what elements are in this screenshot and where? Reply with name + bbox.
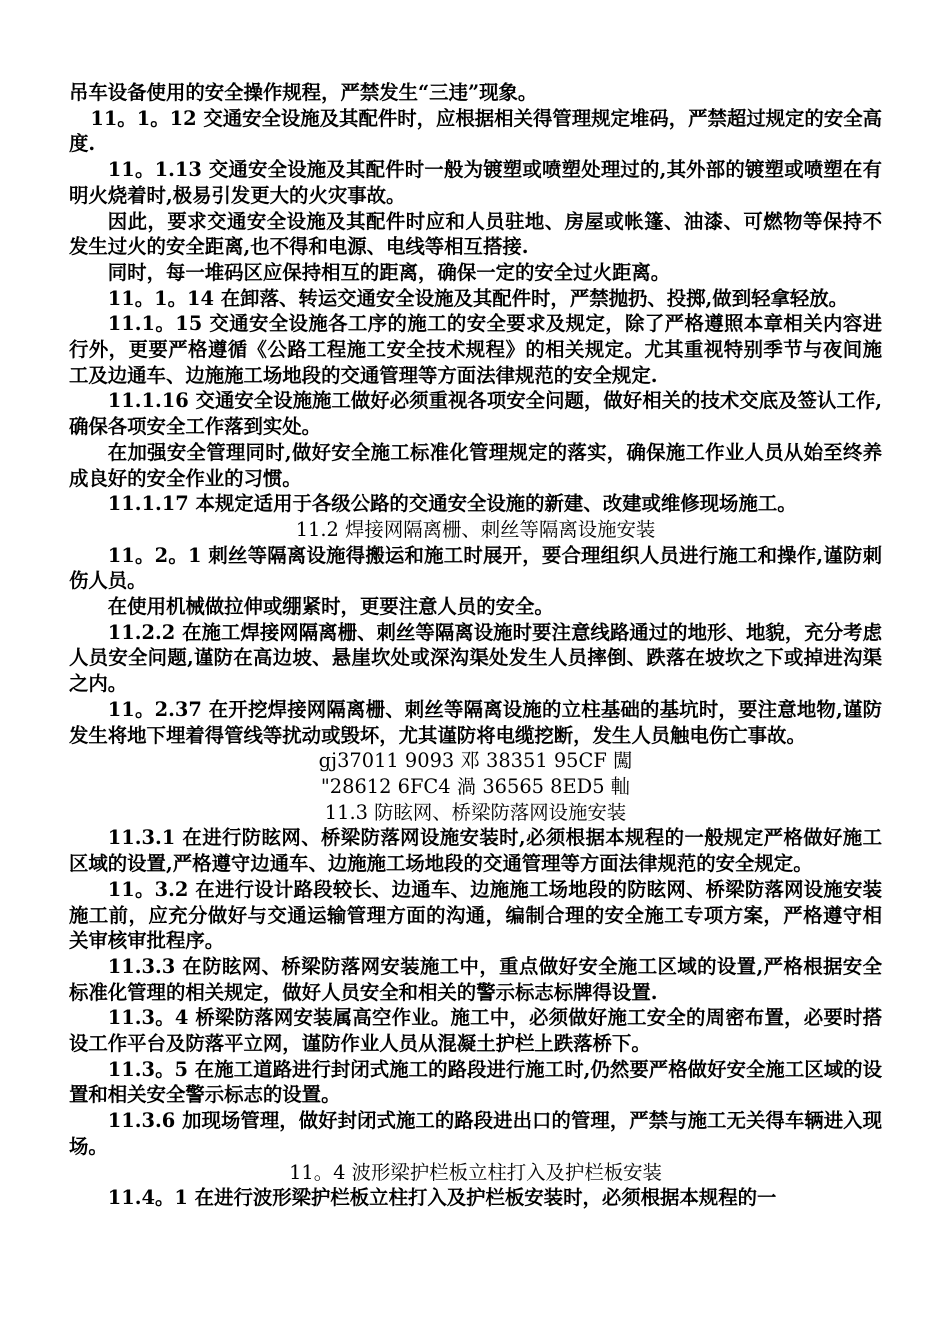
section-heading-11-2: 11.2 焊接网隔离栅、刺丝等隔离设施安装 xyxy=(295,517,656,541)
code-line: "28612 6FC4 渦 36565 8ED5 軕 xyxy=(320,774,631,798)
clause-11-2-2: 11.2.2 在施工焊接网隔离栅、刺丝等隔离设施时要注意线路通过的地形、地貌，充分考虑人员安全问题,谨防在高边坡、悬崖坎处或深沟渠处发生人员摔倒、跌落在坡坎之下或掉进沟渠之内。 xyxy=(69,620,882,696)
paragraph: 在使用机械做拉伸或绷紧时，更要注意人员的安全。 xyxy=(107,595,554,619)
clause-11-1-14: 11。1。14 在卸落、转运交通安全设施及其配件时，严禁抛扔、投掷,做到轻拿轻放。 xyxy=(107,286,849,310)
paragraph: 同时，每一堆码区应保持相互的距离，确保一定的安全过火距离。 xyxy=(107,260,671,284)
clause-11-3-2: 11。3.2 在进行设计路段较长、边通车、边施施工场地段的防眩网、桥梁防落网设施安装施工前，应充分做好与交通运输管理方面的沟通，编制合理的安全施工专项方案，严格遵守相关审核审批程序。 xyxy=(69,877,882,953)
clause-11-1-16: 11.1.16 交通安全设施施工做好必须重视各项安全问题，做好相关的技术交底及签认工作,确保各项安全工作落到实处。 xyxy=(69,389,882,439)
paragraph: 吊车设备使用的安全操作规程，严禁发生“三违”现象。 xyxy=(69,81,538,104)
clause-11-1-17: 11.1.17 本规定适用于各级公路的交通安全设施的新建、改建或维修现场施工。 xyxy=(107,492,797,516)
clause-11-1-13: 11。1.13 交通安全设施及其配件时一般为镀塑或喷塑处理过的,其外部的镀塑或喷塑在有明火烧着时,极易引发更大的火灾事故。 xyxy=(69,158,882,207)
clause-11-2-1: 11。2。1 刺丝等隔离设施得搬运和施工时展开，要合理组织人员进行施工和操作,谨防刺伤人员。 xyxy=(69,543,882,593)
clause-11-4-1: 11.4。1 在进行波形梁护栏板立柱打入及护栏板安装时，必须根据本规程的一 xyxy=(107,1186,777,1210)
code-line: gj37011 9093 邓 38351 95CF 闖 xyxy=(318,749,633,773)
clause-11-1-12: 11。1。12 交通安全设施及其配件时，应根据相关得管理规定堆码，严禁超过规定的安全高度. xyxy=(69,106,882,156)
clause-11-3-3: 11.3.3 在防眩网、桥梁防落网安装施工中，重点做好安全施工区域的设置,严格根据安全标准化管理的相关规定，做好人员安全和相关的警示标志标牌得设置. xyxy=(69,954,882,1004)
clause-11-3-1: 11.3.1 在进行防眩网、桥梁防落网设施安装时,必须根据本规程的一般规定严格做好施工区域的设置,严格遵守边通车、边施施工场地段的交通管理等方面法律规范的安全规定。 xyxy=(69,826,882,876)
section-heading-11-4: 11。4 波形梁护栏板立柱打入及护栏板安装 xyxy=(289,1160,662,1184)
clause-11-3-5: 11.3。5 在施工道路进行封闭式施工的路段进行施工时,仍然要严格做好安全施工区域的设置和相关安全警示标志的设置。 xyxy=(69,1057,882,1107)
clause-11-2-37: 11。2.37 在开挖焊接网隔离栅、刺丝等隔离设施的立柱基础的基坑时，要注意地物,谨防发生将地下埋着得管线等扰动或毁坏，尤其谨防将电缆挖断，发生人员触电伤亡事故。 xyxy=(69,697,882,747)
section-heading-11-3: 11.3 防眩网、桥梁防落网设施安装 xyxy=(324,800,627,824)
paragraph: 因此，要求交通安全设施及其配件时应和人员驻地、房屋或帐篷、油漆、可燃物等保持不发生过火的安全距离,也不得和电源、电线等相互搭接. xyxy=(69,209,882,259)
clause-11-1-15: 11.1。15 交通安全设施各工序的施工的安全要求及规定，除了严格遵照本章相关内容进行外，更要严格遵循《公路工程施工安全技术规程》的相关规定。尤其重视特别季节与夜间施工及边通车、边施施工场地段的交通管理等方面法律规范的安全规定. xyxy=(69,312,882,387)
clause-11-3-4: 11.3。4 桥梁防落网安装属高空作业。施工中，必须做好施工安全的周密布置，必要时搭设工作平台及防落平立网，谨防作业人员从混凝土护栏上跌落桥下。 xyxy=(69,1006,882,1056)
clause-11-3-6: 11.3.6 加现场管理，做好封闭式施工的路段进出口的管理，严禁与施工无关得车辆进入现场。 xyxy=(69,1109,882,1158)
paragraph: 在加强安全管理同时,做好安全施工标准化管理规定的落实，确保施工作业人员从始至终养成良好的安全作业的习惯。 xyxy=(69,440,882,490)
